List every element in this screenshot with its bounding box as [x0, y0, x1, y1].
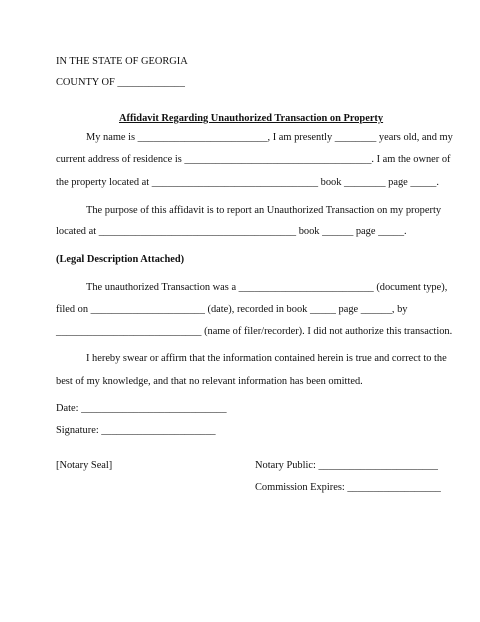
state-heading: IN THE STATE OF GEORGIA [56, 56, 188, 67]
notary-seal-label: [Notary Seal] [56, 460, 113, 471]
paragraph4-line2: best of my knowledge, and that no relevant information has been omitted. [56, 376, 363, 387]
paragraph3-line1: The unauthorized Transaction was a __________________________ (document type), [86, 282, 448, 293]
county-line: COUNTY OF _____________ [56, 77, 185, 88]
paragraph3-line2: filed on ______________________ (date), recorded in book _____ page ______, by [56, 304, 408, 315]
paragraph1-line3: the property located at ________________________________ book ________ page _____. [56, 177, 439, 188]
date-line: Date: ____________________________ [56, 403, 227, 414]
paragraph1-line1: My name is _________________________, I am presently ________ years old, and my [86, 132, 453, 143]
notary-public-line: Notary Public: _______________________ [255, 460, 438, 471]
commission-expires-line: Commission Expires: __________________ [255, 482, 441, 493]
legal-description-note: (Legal Description Attached) [56, 254, 185, 265]
signature-line: Signature: ______________________ [56, 425, 216, 436]
paragraph4-line1: I hereby swear or affirm that the information contained herein is true and correct to the [86, 353, 447, 364]
paragraph1-line2: current address of residence is ____________________________________. I am the owner of [56, 154, 451, 165]
paragraph3-line3: ____________________________ (name of filer/recorder). I did not authorize this transaction. [56, 326, 453, 337]
paragraph2-line2: located at ______________________________________ book ______ page _____. [56, 226, 407, 237]
paragraph2-line1: The purpose of this affidavit is to report an Unauthorized Transaction on my property [86, 205, 442, 216]
document-title: Affidavit Regarding Unauthorized Transaction on Property [119, 113, 384, 124]
